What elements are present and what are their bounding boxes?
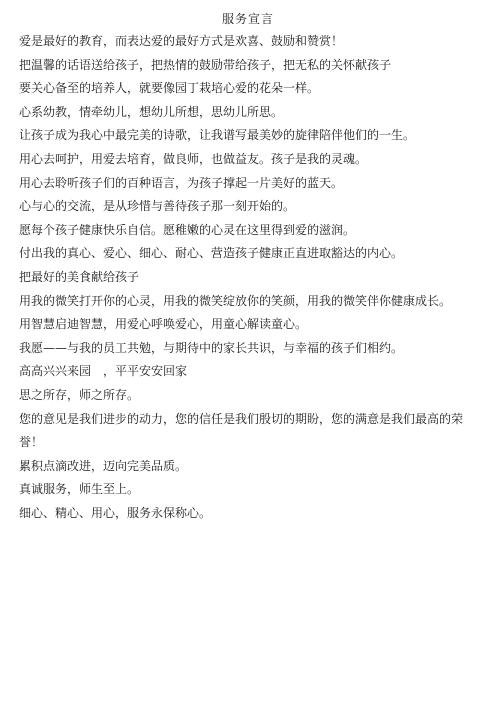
paragraph: 真诚服务，师生至上。 — [19, 482, 140, 497]
paragraph: 用智慧启迪智慧，用爱心呼唤爱心，用童心解读童心。 — [19, 317, 308, 332]
paragraph: 您的意见是我们进步的动力，您的信任是我们殷切的期盼，您的满意是我们最高的荣誉！ — [19, 411, 464, 450]
paragraph: 愿每个孩子健康快乐自信。愿稚嫩的心灵在这里得到爱的滋润。 — [19, 222, 356, 237]
paragraph: 用心去聆听孩子们的百种语言，为孩子撑起一片美好的蓝天。 — [19, 175, 344, 190]
paragraph: 思之所存，师之所存。 — [19, 387, 140, 402]
paragraph: 爱是最好的教育，而表达爱的最好方式是欢喜、鼓励和赞赏！ — [19, 34, 344, 48]
paragraph: 我愿——与我的员工共勉，与期待中的家长共识，与幸福的孩子们相约。 — [19, 340, 404, 355]
paragraph: 用我的微笑打开你的心灵，用我的微笑绽放你的笑颜，用我的微笑伴你健康成长。 — [19, 293, 452, 308]
document-title: 服务宣言 — [221, 12, 274, 26]
document-body — [19, 30, 481, 525]
paragraph: 要关心备至的培养人，就要像园丁栽培心爱的花朵一样。 — [19, 81, 320, 96]
paragraph: 心系幼教，情牵幼儿，想幼儿所想，思幼儿所思。 — [19, 104, 284, 119]
paragraph: 心与心的交流，是从珍惜与善待孩子那一刻开始的。 — [19, 199, 296, 214]
paragraph: 高高兴兴来园 ，平平安安回家 — [19, 364, 188, 379]
paragraph: 把温馨的话语送给孩子，把热情的鼓励带给孩子，把无私的关怀献孩子 — [19, 57, 392, 72]
paragraph: 用心去呵护，用爱去培育，做良师，也做益友。孩子是我的灵魂。 — [19, 151, 368, 166]
paragraph: 累积点滴改进，迈向完美品质。 — [19, 458, 188, 473]
paragraph: 细心、精心、用心，服务永保称心。 — [19, 505, 212, 520]
paragraph: 付出我的真心、爱心、细心、耐心、营造孩子健康正直进取豁达的内心。 — [19, 246, 404, 261]
paragraph: 让孩子成为我心中最完美的诗歌，让我谱写最美妙的旋律陪伴他们的一生。 — [19, 128, 416, 143]
paragraph: 把最好的美食献给孩子 — [19, 269, 140, 284]
